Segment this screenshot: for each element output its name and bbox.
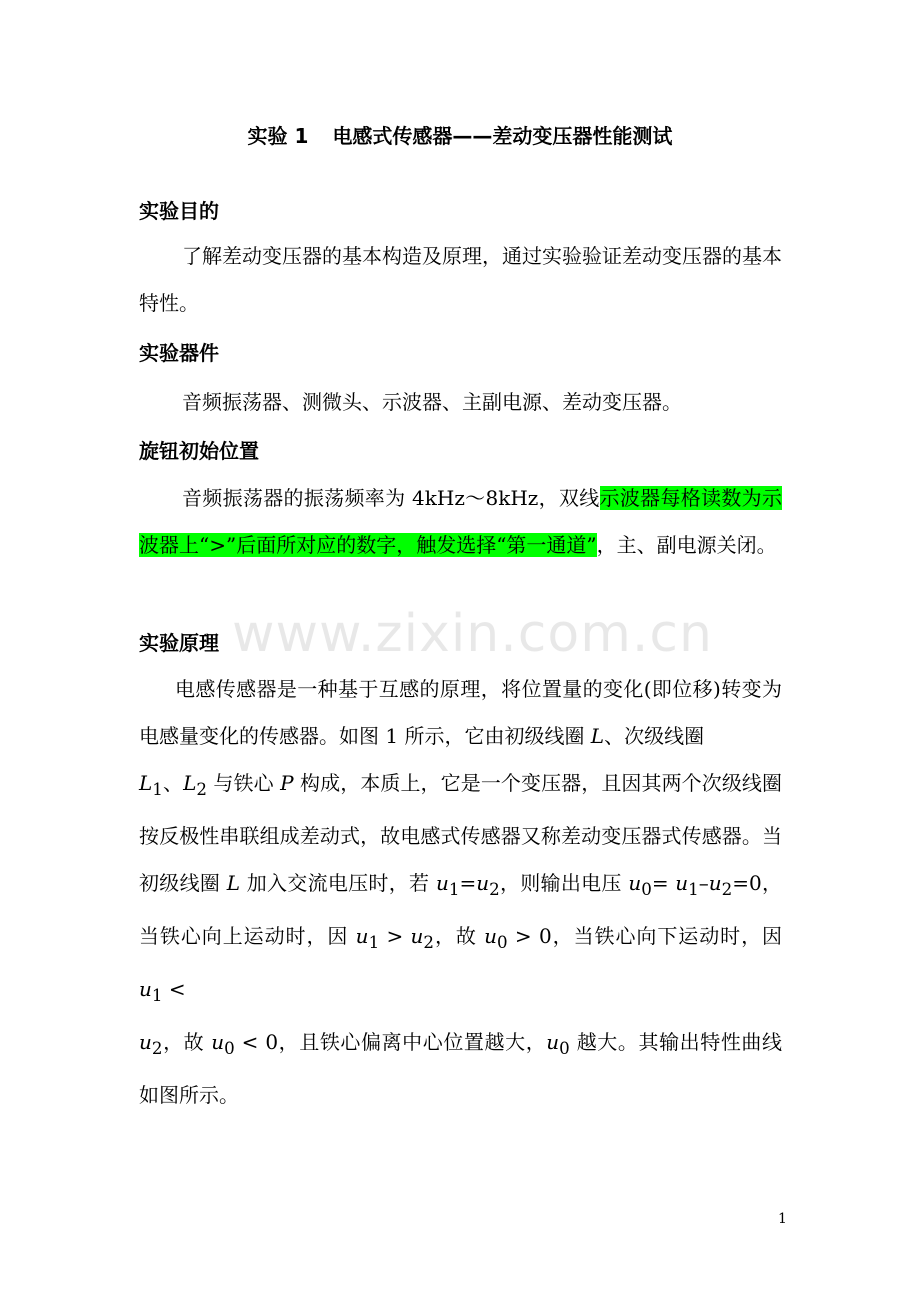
heading-principle: 实验原理 [139,631,219,655]
knobs-text-after: ，主、副电源关闭。 [596,533,777,557]
heading-equipment: 实验器件 [139,341,219,365]
paragraph-equipment: 音频振荡器、测微头、示波器、主副电源、差动变压器。 [182,390,682,414]
paragraph-purpose: 了解差动变压器的基本构造及原理，通过实验验证差动变压器的基本特性。 [139,244,782,315]
heading-knobs: 旋钮初始位置 [139,439,259,463]
title-text: 电感式传感器——差动变压器性能测试 [332,124,673,148]
highlighted-text: 示波器每格读数为示波器上“>”后面所对应的数字，触发选择“第一通道” [139,486,782,557]
page-number: 1 [778,1211,787,1227]
heading-purpose: 实验目的 [139,199,219,223]
page-title [0,120,920,149]
paragraph-principle: 电感传感器是一种基于互感的原理，将位置量的变化(即位移)转变为电感量变化的传感器。如图 1 所示，它由初级线圈 L、次级线圈 $L_1$、$L_2$ 与铁心 P 构成，本质上，它是一个变压器，且因其两个次级线圈按反极性串联组成差动式，故电感式传感器又称差动变压器式传感器。当初级线圈 L 加入交流电压时，若 $u_1=u_2$，则输出电压 $u_0= u_1-u_2=0$，当铁心向上运动时，因 $u_1 > u_2$，故 $u_0 > 0$，当铁心向下运动时，因 $u_1$ < $u_2$，故 $u_0 < 0$，且铁心偏离中心位置越大，$u_0$ 越大。其输出特性曲线如图所示。 [139,677,783,1107]
paragraph-knobs [139,475,782,569]
knobs-text-before: 音频振荡器的振荡频率为 4kHz～8kHz，双线 [182,486,600,510]
title-experiment-number: 实验 1 [247,124,309,148]
watermark: www.zixin.com.cn [232,604,713,664]
